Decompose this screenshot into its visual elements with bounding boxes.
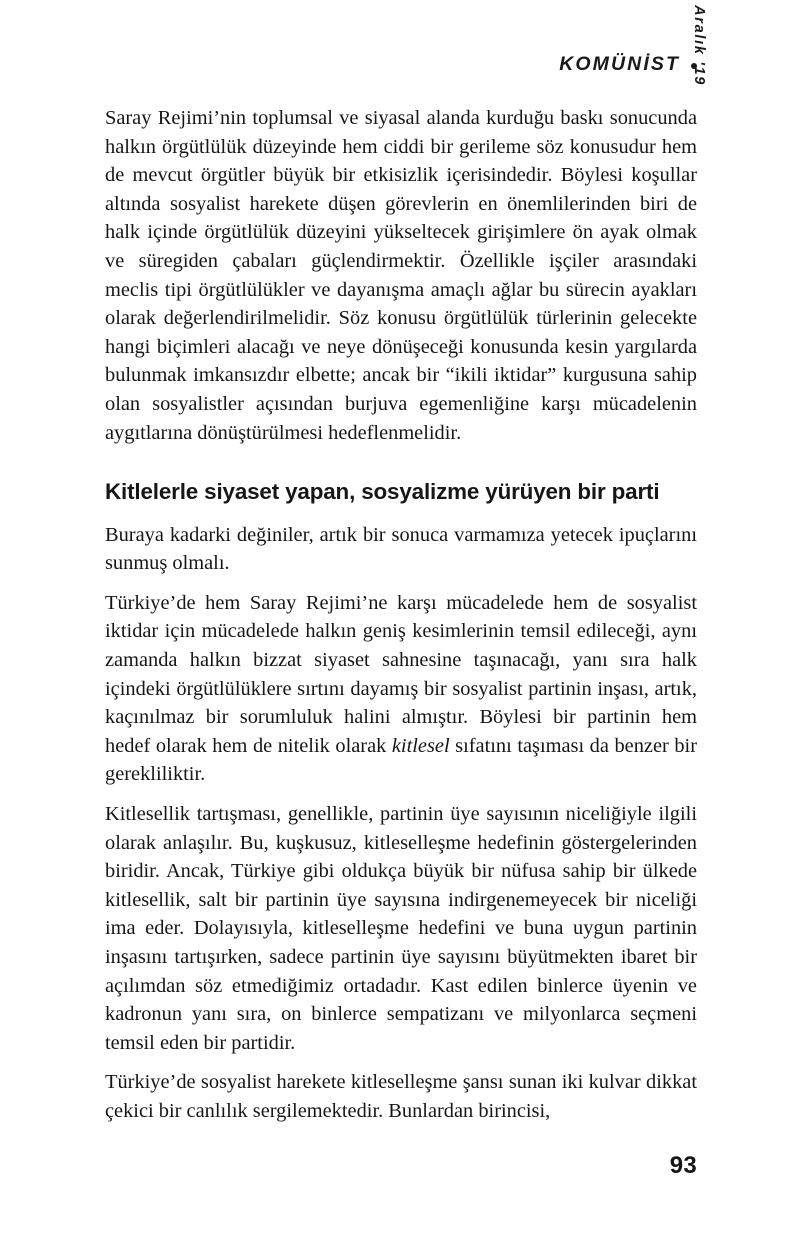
paragraph-lead-text: Türkiye’de hem Saray Rejimi’ne karşı mücadelede hem de sosyalist iktidar için mücadelede halkın geniş kesimlerinin temsil edileceği, aynı zamanda halkın bizzat siyaset sahnesine taşınacağı, yanı sıra halk içindeki örgütlülüklere sırtını dayamış bir sosyalist partinin inşası, artık, kaçınılmaz bir sorumluluk halini almıştır. Böylesi bir partinin hem hedef olarak hem de nitelik olarak bbox=[105, 591, 697, 757]
section-heading: Kitlelerle siyaset yapan, sosyalizme yürüyen bir parti bbox=[105, 479, 660, 505]
paragraph-tail-text: sıfatını taşıması da benzer bir gerekliliktir. bbox=[105, 734, 697, 786]
body-paragraph-with-emphasis bbox=[105, 589, 697, 789]
text-column bbox=[105, 104, 697, 1137]
body-paragraph: Buraya kadarki değiniler, artık bir sonuca varmamıza yetecek ipuçlarını sunmuş olmalı. bbox=[105, 523, 697, 575]
page-number: 93 bbox=[669, 1152, 697, 1179]
masthead-title: KOMÜNİST bbox=[559, 53, 680, 75]
body-paragraph: Türkiye’de sosyalist harekete kitleselleşme şansı sunan iki kulvar dikkat çekici bir canlılık sergilemektedir. Bunlardan birincisi, bbox=[105, 1071, 697, 1122]
emphasized-term: kitlesel bbox=[391, 734, 450, 757]
issue-date-label: Aralık '19 bbox=[691, 5, 707, 86]
running-header bbox=[559, 55, 697, 75]
body-paragraph: Saray Rejimi’nin toplumsal ve siyasal alanda kurduğu baskı sonucunda halkın örgütlülük düzeyinde hem ciddi bir gerileme söz konusudur hem de mevcut örgütler büyük bir etkisizlik içerisindedir. Böylesi koşullar altında sosyalist harekete düşen görevlerin en önemlilerinden biri de halk içinde örgütlülük düzeyini yükseltecek girişimlere ön ayak olmak ve süregiden çabaları güçlendirmektir. Özellikle işçiler arasındaki meclis tipi örgütlülükler ve dayanışma amaçlı ağlar bu sürecin ayakları olarak değerlendirilmelidir. Söz konusu örgütlülük türlerinin gelecekte hangi biçimleri alacağı ve neye dönüşeceği konusunda kesin yargılarda bulunmak imkansızdır elbette; ancak bir “ikili iktidar” kurgusuna sahip olan sosyalistler açısından burjuva egemenliğine karşı mücadelenin aygıtlarına dönüştürülmesi hedeflenmelidir. bbox=[105, 107, 697, 444]
body-paragraph: Kitlesellik tartışması, genellikle, partinin üye sayısının niceliğiyle ilgili olarak anlaşılır. Bu, kuşkusuz, kitleselleşme hedefinin göstergelerinden biridir. Ancak, Türkiye gibi oldukça büyük bir nüfusa sahip bir ülkede kitlesellik, salt bir partinin üye sayısına indirgenemeyecek bir niceliği ima eder. Dolayısıyla, kitleselleşme hedefini ve buna uygun partinin inşasını tartışırken, sadece partinin üye sayısını büyütmekten ibaret bir açılımdan söz etmediğimiz ortadadır. Kast edilen binlerce üyenin ve kadronun yanı sıra, on binlerce sempatizanı ve milyonlarca seçmeni temsil eden bir partidir. bbox=[105, 802, 697, 1054]
